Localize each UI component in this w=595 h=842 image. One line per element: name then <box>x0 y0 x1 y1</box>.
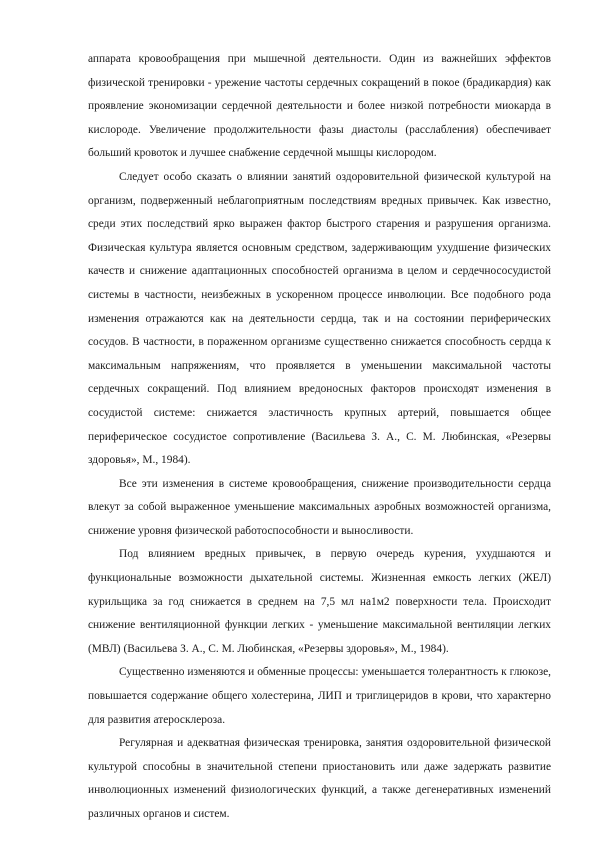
paragraph-4: Под влиянием вредных привычек, в первую очередь курения, ухудшаются и функциональные возможности дыхательной системы. Жизненная емкость легких (ЖЕЛ) курильщика за год снижается в среднем на 7,5 мл на1м2 поверхности тела. Происходит снижение вентиляционной функции легких - уменьшение максимальной вентиляции легких (МВЛ) (Васильева З. А., С. М. Любинская, «Резервы здоровья», М., 1984). <box>88 548 551 655</box>
paragraph-2: Следует особо сказать о влиянии занятий оздоровительной физической культурой на организм, подверженный неблагоприятным последствиям вредных привычек. Как известно, среди этих последствий ярко выражен фактор быстрого старения и разрушения организма. Физическая культура является основным средством, задерживающим ухудшение физических качеств и снижение адаптационных способностей организма в целом и сердечнососудистой системы в частности, неизбежных в ускоренном процессе инволюции. Все подобного рода изменения отражаются как на деятельности сердца, так и на состоянии периферических сосудов. В частности, в пораженном организме существенно снижается способность сердца к максимальным напряжениям, что проявляется в уменьшении максимальной частоты сердечных сокращений. Под влиянием вредоносных факторов происходят изменения в сосудистой системе: снижается эластичность крупных артерий, повышается общее периферическое сосудистое сопротивление (Васильева З. А., С. М. Любинская, «Резервы здоровья», М., 1984). <box>88 170 551 467</box>
document-body <box>88 48 551 827</box>
paragraph-3: Все эти изменения в системе кровообращения, снижение производительности сердца влекут за собой выраженное уменьшение максимальных аэробных возможностей организма, снижение уровня физической работоспособности и выносливости. <box>88 477 551 537</box>
paragraph-6: Регулярная и адекватная физическая тренировка, занятия оздоровительной физической культурой способны в значительной степени приостановить или даже задержать развитие инволюционных изменений физиологических функций, а также дегенеративных изменений различных органов и систем. <box>88 737 551 820</box>
paragraph-1: аппарата кровообращения при мышечной деятельности. Один из важнейших эффектов физической тренировки - урежение частоты сердечных сокращений в покое (брадикардия) как проявление экономизации сердечной деятельности и более низкой потребности миокарда в кислороде. Увеличение продолжительности фазы диастолы (расслабления) обеспечивает больший кровоток и лучшее снабжение сердечной мышцы кислородом. <box>88 53 551 160</box>
paragraph-5: Существенно изменяются и обменные процессы: уменьшается толерантность к глюкозе, повышается содержание общего холестерина, ЛИП и триглицеридов в крови, что характерно для развития атеросклероза. <box>88 666 551 726</box>
